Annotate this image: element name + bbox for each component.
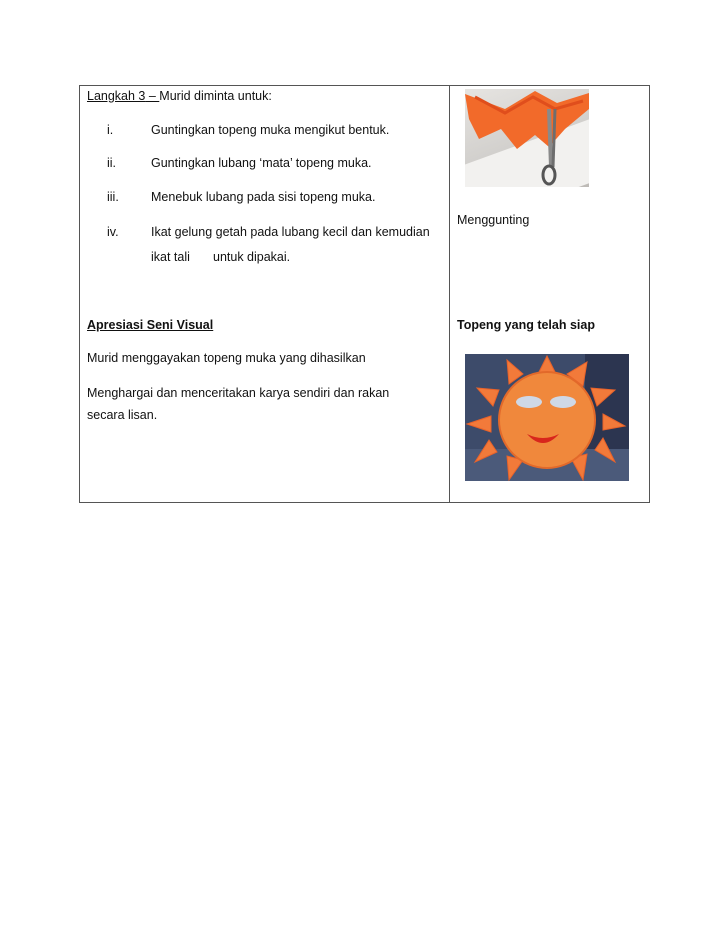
column-divider [449, 86, 450, 502]
step-number: i. [107, 123, 114, 137]
step-number: iv. [107, 225, 119, 239]
lesson-table [79, 85, 650, 503]
step-label: Langkah 3 [87, 89, 146, 103]
scissors-petal-icon [465, 89, 589, 187]
step-text-continued: ikat tali [151, 250, 190, 264]
step-dash: – [145, 89, 160, 103]
paragraph: secara lisan. [87, 408, 158, 422]
paragraph: Murid menggayakan topeng muka yang dihasilkan [87, 351, 366, 365]
caption: Topeng yang telah siap [457, 318, 595, 332]
step-text: Guntingkan lubang ‘mata’ topeng muka. [151, 156, 372, 170]
paragraph: Menghargai dan menceritakan karya sendiri dan rakan [87, 386, 390, 400]
step-text: Ikat gelung getah pada lubang kecil dan kemudian [151, 225, 430, 239]
step-heading [87, 89, 272, 104]
sun-mask-icon [465, 354, 629, 481]
mask-photo [465, 354, 629, 481]
step-number: iii. [107, 190, 119, 204]
step-text-continued: untuk dipakai. [213, 250, 291, 264]
cutting-photo [465, 89, 589, 187]
step-intro: Murid diminta untuk: [159, 89, 272, 103]
step-number: ii. [107, 156, 117, 170]
caption: Menggunting [457, 213, 530, 227]
step-text: Menebuk lubang pada sisi topeng muka. [151, 190, 376, 204]
section-title: Apresiasi Seni Visual [87, 318, 214, 332]
step-text: Guntingkan topeng muka mengikut bentuk. [151, 123, 390, 137]
